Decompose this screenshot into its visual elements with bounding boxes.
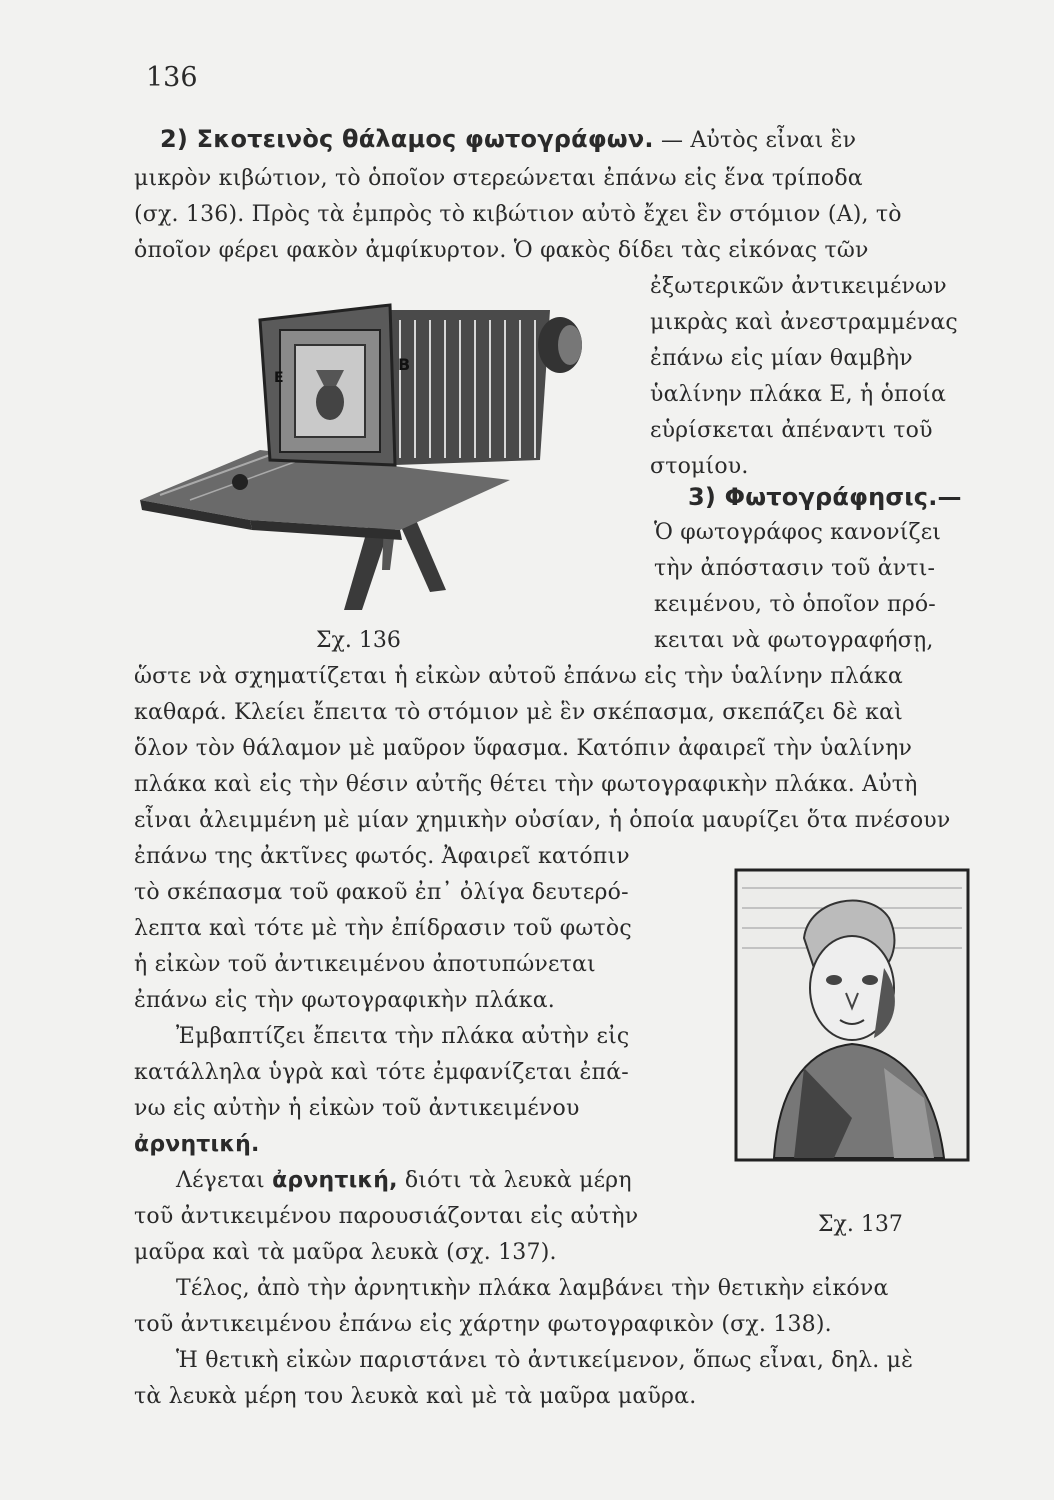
paragraph-line [176,1166,632,1196]
paragraph-line: ὥστε νὰ σχηματίζεται ἡ εἰκὼν αὐτοῦ ἐπάνω εἰς τὴν ὑαλίνην πλάκα [134,664,903,689]
bold-term: ἀρνητική, [272,1168,398,1193]
paragraph-line: κατάλληλα ὑγρὰ καὶ τότε ἐμφανίζεται ἐπά- [134,1060,629,1085]
paragraph-line: πλάκα καὶ εἰς τὴν θέσιν αὐτῆς θέτει τὴν φωτογραφικὴν πλάκα. Αὐτὴ [134,772,918,797]
paragraph-line: ἐπάνω της ἀκτῖνες φωτός. Ἀφαιρεῖ κατόπιν [134,844,630,869]
paragraph-line: εἶναι ἀλειμμένη μὲ μίαν χημικὴν οὐσίαν, ἡ ὁποία μαυρίζει ὅτα πνέσουν [134,808,951,833]
figure-caption: Σχ. 137 [818,1212,903,1237]
paragraph-line [160,124,856,156]
paragraph-line: στομίου. [650,454,749,479]
paragraph-line: μαῦρα καὶ τὰ μαῦρα λευκὰ (σχ. 137). [134,1240,557,1265]
paragraph-line: τὰ λευκὰ μέρη του λευκὰ καὶ μὲ τὰ μαῦρα μαῦρα. [134,1384,697,1409]
section-heading [688,482,962,514]
bold-term: ἀρνητική. [134,1132,260,1157]
paragraph-line: τὸ σκέπασμα τοῦ φακοῦ ἐπ᾽ ὀλίγα δευτερό- [134,880,629,905]
text-span: Λέγεται [176,1168,273,1193]
figure-caption: Σχ. 136 [316,628,401,653]
paragraph-line: λεπτα καὶ τότε μὲ τὴν ἐπίδρασιν τοῦ φωτὸς [134,916,632,941]
paragraph-line: μικρὸν κιβώτιον, τὸ ὁποῖον στερεώνεται ἐπάνω εἰς ἕνα τρίποδα [134,166,863,191]
paragraph-line: κειται νὰ φωτογραφήσῃ, [654,628,934,653]
paragraph-line: τὴν ἀπόστασιν τοῦ ἀντι- [654,556,936,581]
paragraph-line: ἐξωτερικῶν ἀντικειμένων [650,274,947,299]
paragraph-line: μικρὰς καὶ ἀνεστραμμένας [650,310,958,335]
paragraph-line: εὑρίσκεται ἀπέναντι τοῦ [650,418,933,443]
paragraph-line: (σχ. 136). Πρὸς τὰ ἐμπρὸς τὸ κιβώτιον αὐτὸ ἔχει ἓν στόμιον (Α), τὸ [134,202,902,227]
paragraph-line: τοῦ ἀντικειμένου ἐπάνω εἰς χάρτην φωτογραφικὸν (σχ. 138). [134,1312,832,1337]
paragraph-line: ἐπάνω εἰς τὴν φωτογραφικὴν πλάκα. [134,988,555,1013]
camera-illustration [130,290,620,620]
paragraph-line: ὑαλίνην πλάκα Ε, ἡ ὁποία [650,382,947,407]
text-span: — Αὐτὸς εἶναι ἓν [653,128,857,153]
paragraph-line: κειμένου, τὸ ὁποῖον πρό- [654,592,936,617]
text-span: διότι τὰ λευκὰ μέρη [397,1168,632,1193]
paragraph-line: Ὁ φωτογράφος κανονίζει [654,520,942,545]
paragraph-line: ἐπάνω εἰς μίαν θαμβὴν [650,346,913,371]
camera-label-e: E [274,370,284,386]
paragraph-line: τοῦ ἀντικειμένου παρουσιάζονται εἰς αὐτὴν [134,1204,639,1229]
paragraph-line: καθαρά. Κλείει ἔπειτα τὸ στόμιον μὲ ἓν σκέπασμα, σκεπάζει δὲ καὶ [134,700,903,725]
section-heading: 2) Σκοτεινὸς θάλαμος φωτογράφων. [160,125,654,153]
paragraph-line: νω εἰς αὐτὴν ἡ εἰκὼν τοῦ ἀντικειμένου [134,1096,580,1121]
paragraph-line: Ἡ θετικὴ εἰκὼν παριστάνει τὸ ἀντικείμενον, ὅπως εἶναι, δηλ. μὲ [176,1348,914,1373]
portrait-negative-illustration [734,868,974,1168]
paragraph-line: Τέλος, ἀπὸ τὴν ἀρνητικὴν πλάκα λαμβάνει τὴν θετικὴν εἰκόνα [176,1276,889,1301]
paragraph-line: Ἐμβαπτίζει ἔπειτα τὴν πλάκα αὐτὴν εἰς [176,1024,630,1049]
camera-label-b: B [398,355,411,374]
paragraph-line: ὁποῖον φέρει φακὸν ἀμφίκυρτον. Ὁ φακὸς δίδει τὰς εἰκόνας τῶν [134,238,869,263]
section-heading-text: 3) Φωτογράφησις.— [688,483,962,511]
paragraph-line: ὅλον τὸν θάλαμον μὲ μαῦρον ὕφασμα. Κατόπιν ἀφαιρεῖ τὴν ὑαλίνην [134,736,913,761]
paragraph-line: ἡ εἰκὼν τοῦ ἀντικειμένου ἀποτυπώνεται [134,952,596,977]
page-number: 136 [146,62,198,93]
